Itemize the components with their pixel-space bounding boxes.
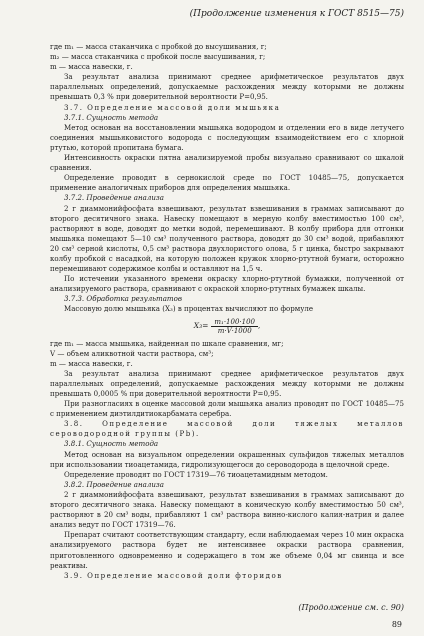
- paragraph: За результат анализа принимают среднее арифметическое результатов двух параллельных определений, допускаемые расхождения между которыми не должны превышать 0,3 % при доверительной вероятности P=0,95.: [50, 72, 404, 102]
- paragraph: За результат анализа принимают среднее арифметическое результатов двух параллельных определений, допускаемые расхождения между которыми не должны превышать 0,0005 % при доверительной вероятности P=0,95.: [50, 368, 404, 398]
- paragraph: 2 г диаммонийфосфата взвешивают, результат взвешивания в граммах записывают до второго десятичного знака. Навеску помещают в мерную колбу вместимостью 100 см³, растворяют в воде, доводят до метки водой, перемешивают. В колбу прибора для отгонки мышьяка помещают 5—10 см³ полученного раствора, доводят до 30 см³ водой, прибавляют 20 см³ серной кислоты, 0,5 см³ раствора двухлористого олова, 5 г цинка, быстро закрывают колбу пробкой с насадкой, на которую положен кружок хлорно-ртутной бумаги, осторожно перемешивают содержимое колбы и оставляют на 1,5 ч.: [50, 203, 404, 274]
- formula-tail: ,: [258, 321, 261, 331]
- formula-lhs: X₃=: [193, 321, 209, 331]
- paragraph: 3.9. Определение массовой доли фторидов: [64, 570, 283, 580]
- paragraph: 3.8.2. Проведение анализа: [64, 479, 164, 489]
- paragraph: Метод основан на восстановлении мышьяка водородом и отделении его в виде летучего соединения мышьяковистого водорода с последующим взаимодействием его с хлорной ртутью, которой пропитана бумага.: [50, 122, 404, 152]
- page-number: 89: [391, 620, 402, 629]
- paragraph: m₂ — масса стаканчика с пробкой после высушивания, г;: [50, 52, 266, 62]
- text-block-1: [50, 42, 404, 315]
- body-text: [50, 42, 404, 581]
- paragraph: Определение проводят в сернокислой среде по ГОСТ 10485—75, допускается применение аналогичных приборов для определения мышьяка.: [50, 173, 404, 193]
- paragraph: Интенсивность окраски пятна анализируемой пробы визуально сравнивают со шкалой сравнения.: [50, 153, 404, 173]
- paragraph: 3.7.3. Обработка результатов: [64, 294, 182, 304]
- paragraph: 3.8. Определение массовой доли тяжелых металлов сероводородной группы (Pb).: [50, 419, 404, 439]
- formula-fraction: [211, 318, 261, 336]
- formula-denominator: m·V·1000: [217, 327, 252, 336]
- paragraph: Метод основан на визуальном определении окрашенных сульфидов тяжелых металлов при использовании тиоацетамида, гидролизующегося до сероводорода в щелочной среде.: [50, 449, 404, 469]
- paragraph: 3.8.1. Сущность метода: [64, 439, 159, 449]
- paragraph: По истечении указанного времени окраску хлорно-ртутной бумажки, полученной от анализируемого раствора, сравнивают с окраской хлорно-ртутных бумажек шкалы.: [50, 274, 404, 294]
- paragraph: где m₁ — масса стаканчика с пробкой до высушивания, г;: [50, 42, 267, 51]
- paragraph: 3.7.1. Сущность метода: [64, 112, 159, 122]
- paragraph: 2 г диаммонийфосфата взвешивают, результат взвешивания в граммах записывают до второго десятичного знака. Навеску помещают в коническую колбу вместимостью 50 см³, растворяют в 20 см³ воды, прибавляют 1 см³ раствора винно-кислого калия-натрия и далее анализ ведут по ГОСТ 17319—76.: [50, 489, 404, 530]
- paragraph: где m₁ — масса мышьяка, найденная по шкале сравнения, мг;: [50, 338, 284, 348]
- running-header: (Продолжение изменения к ГОСТ 8515—75): [189, 9, 404, 19]
- paragraph: Препарат считают соответствующим стандарту, если наблюдаемая через 10 мин окраска анализируемого раствора будет не интенсивнее окраски раствора сравнения, приготовленного одновременно и содержащего в том же объеме 0,04 мг свинца и все реактивы.: [50, 530, 404, 570]
- paragraph: Определение проводят по ГОСТ 17319—76 тиоацетамидным методом.: [64, 469, 328, 479]
- formula-x3: [50, 316, 404, 338]
- formula-numerator: m₁·100·100: [211, 318, 258, 327]
- paragraph: m — масса навески, г.: [50, 62, 133, 72]
- text-block-2: [50, 339, 404, 581]
- paragraph: V — объем аликвотной части раствора, см³;: [50, 348, 214, 358]
- paragraph: Массовую долю мышьяка (X₃) в процентах вычисляют по формуле: [64, 304, 313, 314]
- paragraph: При разногласиях в оценке массовой доли мышьяка анализ проводят по ГОСТ 10485—75 с применением диэтилдитиокарбамата серебра.: [50, 399, 404, 419]
- paragraph: 3.7.2. Проведение анализа: [64, 193, 164, 203]
- continuation-note: (Продолжение см. с. 90): [298, 603, 404, 612]
- paragraph: m — масса навески, г.: [50, 358, 133, 368]
- paragraph: 3.7. Определение массовой доли мышьяка: [64, 102, 281, 112]
